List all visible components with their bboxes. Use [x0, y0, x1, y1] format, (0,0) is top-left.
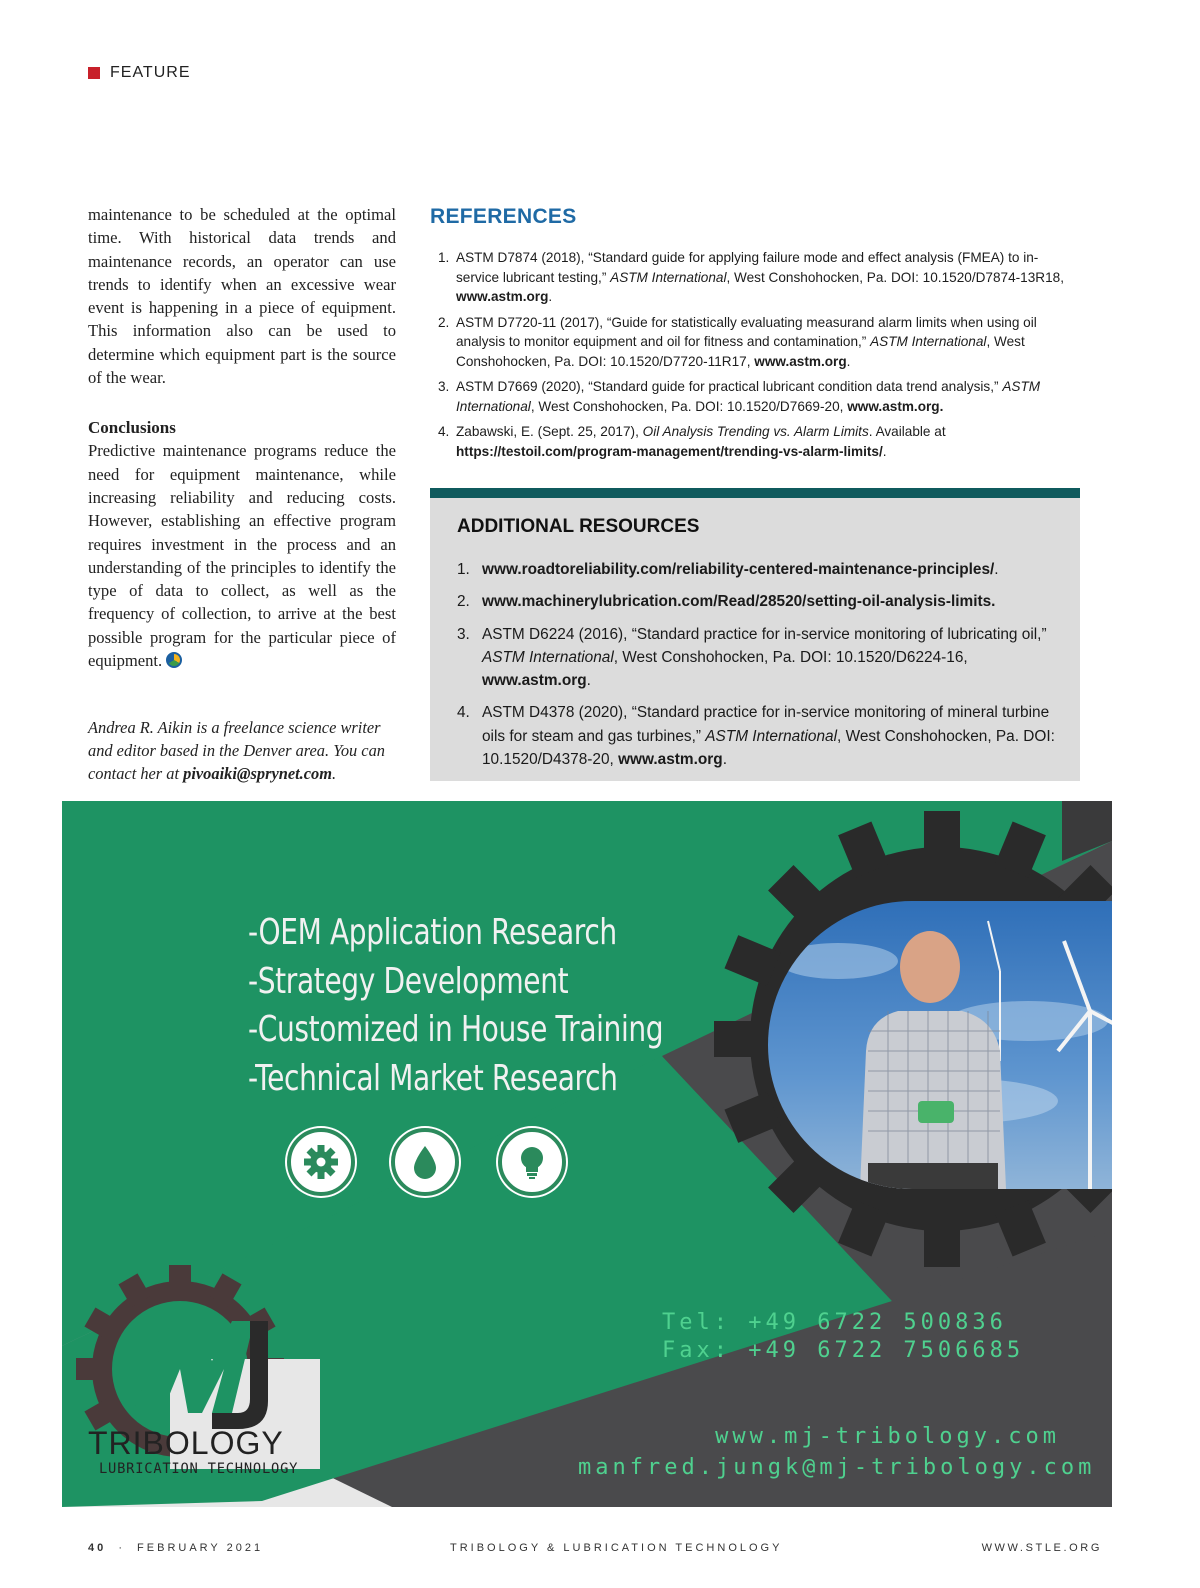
reference-text: Zabawski, E. (Sept. 25, 2017), Oil Analysis Trending vs. Alarm Limits. Available at https://testoil.com/program-management/trending-vs-alarm-limits/.: [456, 424, 946, 459]
reference-number: 3.: [438, 379, 450, 394]
resource-number: 3.: [457, 625, 470, 643]
portrait-photo: [768, 901, 1112, 1189]
reference-item: [438, 313, 1074, 372]
services-list: [248, 909, 663, 1103]
oil-drop-icon: [391, 1128, 459, 1196]
resource-number: 1.: [457, 561, 470, 578]
resource-number: 4.: [457, 704, 470, 722]
service-item: -OEM Application Research: [248, 912, 617, 953]
gear-icon: [287, 1128, 355, 1196]
conclusions-paragraph: [88, 439, 396, 672]
reference-number: 4.: [438, 424, 450, 439]
author-bio: [88, 716, 398, 786]
resource-text: ASTM D4378 (2020), “Standard practice for in-service monitoring of mineral turbine oils for steam and gas turbines,” ASTM International, West Conshohocken, Pa. DOI: 10.1520/D4378-20, www.astm.org.: [482, 704, 1055, 769]
additional-resources-title: ADDITIONAL RESOURCES: [457, 516, 700, 537]
author-period: .: [332, 764, 337, 784]
resource-number: 2.: [457, 593, 470, 611]
resource-item: [457, 558, 1062, 581]
footer-left: [88, 1542, 263, 1554]
reference-link[interactable]: www.astm.org: [456, 289, 549, 304]
resource-text: [482, 590, 1062, 613]
footer-date: FEBRUARY 2021: [137, 1542, 264, 1554]
resource-link[interactable]: www.machinerylubrication.com/Read/28520/setting-oil-analysis-limits.: [482, 593, 996, 611]
reference-text: ASTM D7669 (2020), “Standard guide for practical lubricant condition data trend analysis,” ASTM International, West Conshohocken, Pa. DOI: 10.1520/D7669-20, www.astm.org.: [456, 379, 1041, 414]
reference-link[interactable]: www.astm.org: [754, 353, 847, 369]
ad-email-link[interactable]: manfred.jungk@mj-tribology.com: [578, 1455, 1096, 1480]
conclusions-text: Predictive maintenance programs reduce the need for equipment maintenance, while increasing reliability and reducing costs. However, establishing an effective program requires investment in the process and an understanding of the principles to identify the type of data to collect, as well as the frequency of collection, to arrive at the best possible program for the particular piece of equipment.: [88, 441, 396, 671]
mj-tribology-advertisement[interactable]: [62, 801, 1112, 1507]
reference-link[interactable]: www.astm.org.: [847, 398, 944, 414]
section-tag: [88, 64, 190, 82]
ad-website-link[interactable]: www.mj-tribology.com: [715, 1424, 1060, 1449]
ad-fax: Fax: +49 6722 7506685: [662, 1338, 1025, 1363]
resource-item: [457, 590, 1062, 613]
body-paragraph: maintenance to be scheduled at the optimal time. With historical data trends and maintenance records, an operator can use trends to identify when an excessive wear event is happening in a piece of equipment. This information also can be used to determine which equipment part is the source of the wear.: [88, 205, 396, 388]
ad-web-block: [578, 1421, 1096, 1483]
service-item: -Technical Market Research: [248, 1057, 618, 1099]
footer-separator: ·: [118, 1542, 125, 1554]
resource-text: www.roadtoreliability.com/reliability-centered-maintenance-principles/.: [482, 561, 999, 578]
lightbulb-icon: [498, 1128, 566, 1196]
references-title: REFERENCES: [430, 205, 577, 228]
footer-publication: TRIBOLOGY & LUBRICATION TECHNOLOGY: [450, 1542, 783, 1554]
section-marker-icon: [88, 67, 100, 79]
resource-link[interactable]: www.astm.org: [482, 672, 587, 690]
resource-item: [457, 623, 1062, 693]
article-left-column: [88, 203, 396, 672]
reference-item: [438, 248, 1074, 307]
ad-tel: Tel: +49 6722 500836: [662, 1310, 1007, 1335]
resource-item: [457, 701, 1062, 771]
author-text: Andrea R. Aikin is a freelance science writer and editor based in the Denver area. You can contact her at: [88, 718, 385, 784]
additional-resources-box: [430, 488, 1080, 781]
reference-item: [438, 422, 1074, 461]
references-list: [438, 248, 1074, 467]
resource-text: ASTM D6224 (2016), “Standard practice for in-service monitoring of lubricating oil,” ASTM International, West Conshohocken, Pa. DOI: 10.1520/D6224-16, www.astm.org.: [482, 625, 1047, 690]
reference-number: 2.: [438, 314, 450, 330]
section-label: FEATURE: [110, 64, 191, 81]
conclusions-heading: Conclusions: [88, 418, 176, 438]
ad-phone-block: [662, 1309, 1024, 1365]
reference-text: ASTM D7720-11 (2017), “Guide for statistically evaluating measurand alarm limits when using oil analysis to monitor equipment and oil for fitness and contamination,” ASTM International, West Conshohocken, Pa. DOI: 10.1520/D7720-11R17, www.astm.org.: [456, 314, 1037, 369]
resource-link[interactable]: www.astm.org: [618, 751, 723, 769]
page-number: 40: [88, 1542, 107, 1554]
additional-resources-list: [457, 558, 1062, 780]
author-email[interactable]: pivoaiki@sprynet.com: [183, 764, 333, 784]
reference-text: ASTM D7874 (2018), “Standard guide for applying failure mode and effect analysis (FMEA) to in-service lubricant testing,” ASTM International, West Conshohocken, Pa. DOI: 10.1520/D7874-13R18, www.astm.org.: [456, 250, 1065, 304]
reference-item: [438, 377, 1074, 416]
footer-website[interactable]: WWW.STLE.ORG: [981, 1542, 1102, 1554]
service-item: -Customized in House Training: [248, 1009, 664, 1050]
resource-link[interactable]: www.roadtoreliability.com/reliability-centered-maintenance-principles/: [482, 561, 995, 578]
brand-name: TRIBOLOGY: [88, 1425, 284, 1461]
reference-number: 1.: [438, 250, 450, 265]
mj-tribology-logo: [88, 1426, 309, 1478]
brand-tagline: LUBRICATION TECHNOLOGY: [99, 1461, 299, 1477]
service-item: -Strategy Development: [248, 960, 569, 1002]
reference-link[interactable]: https://testoil.com/program-management/trending-vs-alarm-limits/: [456, 443, 883, 459]
end-mark-icon: [166, 652, 182, 668]
